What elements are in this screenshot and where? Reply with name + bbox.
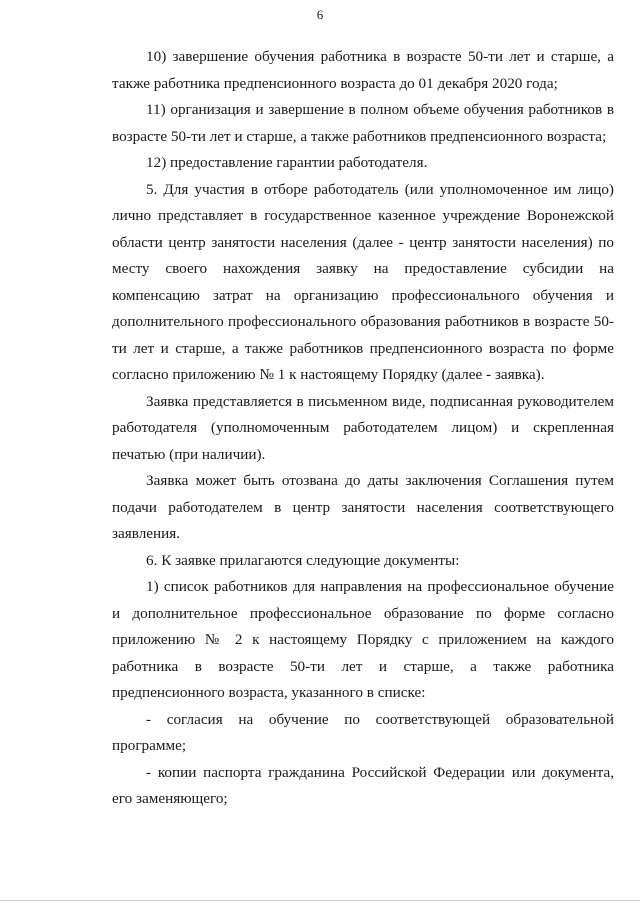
paragraph-employee-list: 1) список работников для направления на профессиональное обучение и дополнительное профессиональное образование по форме согласно приложению № 2 к настоящему Порядку с приложением на каждого работника в возрасте 50-ти лет и старше, а также работника предпенсионного возраста, указанного в списке: [112, 578, 614, 701]
paragraph-passport-copy: - копии паспорта гражданина Российской Федерации или документа, его заменяющего; [112, 763, 614, 807]
paragraph-item-10: 10) завершение обучения работника в возрасте 50-ти лет и старше, а также работника предпенсионного возраста до 01 декабря 2020 года; [112, 48, 614, 92]
paragraph-item-11: 11) организация и завершение в полном объеме обучения работников в возрасте 50-ти лет и старше, а также работников предпенсионного возраста; [112, 101, 614, 145]
paragraph-consent: - согласия на обучение по соответствующей образовательной программе; [112, 710, 614, 754]
paragraph-application-withdrawal: Заявка может быть отозвана до даты заключения Соглашения путем подачи работодателем в центр занятости населения соответствующего заявления. [112, 472, 614, 542]
document-body [112, 44, 614, 813]
paragraph-application-form: Заявка представляется в письменном виде, подписанная руководителем работодателя (уполномоченным работодателем лицом) и скрепленная печатью (при наличии). [112, 392, 614, 463]
paragraph-item-12: 12) предоставление гарантии работодателя. [146, 154, 428, 171]
page-bottom-edge [0, 900, 640, 901]
page-number: 6 [316, 7, 324, 22]
paragraph-section-6: 6. К заявке прилагаются следующие документы: [146, 551, 460, 569]
paragraph-section-5: 5. Для участия в отборе работодатель (или уполномоченное им лицо) лично представляет в государственное казенное учреждение Воронежской области центр занятости населения (далее - центр занятости населения) по месту своего нахождения заявку на предоставление субсидии на компенсацию затрат на организацию профессионального обучения и дополнительного профессионального образования работников в возрасте 50-ти лет и старше, а также работников предпенсионного возраста по форме согласно приложению № 1 к настоящему Порядку (далее - заявка). [112, 180, 614, 383]
